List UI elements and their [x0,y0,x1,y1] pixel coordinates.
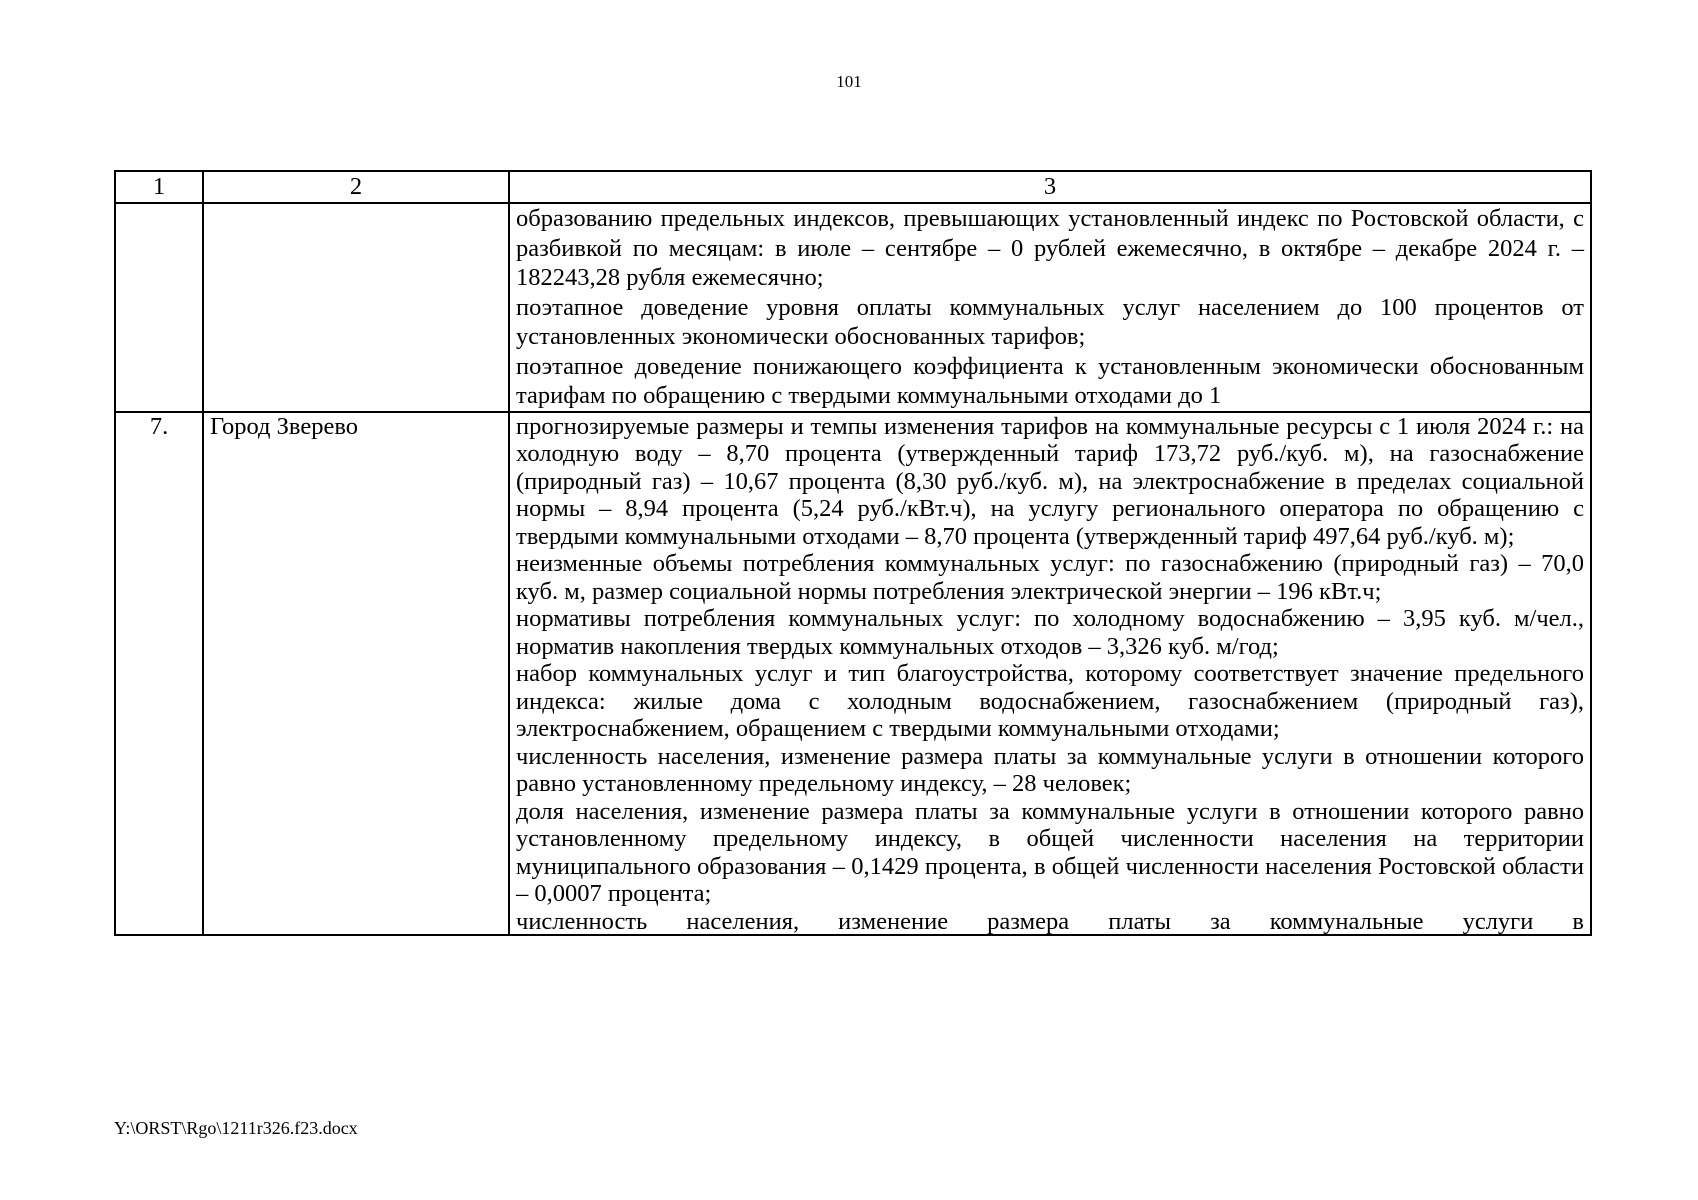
paragraph: набор коммунальных услуг и тип благоустройства, которому соответствует значение предельного индекса: жилые дома с холодным водоснабжением, газоснабжением (природный газ), электроснабжением, обращением с твердыми коммунальными отходами; [516,660,1584,742]
column-header-3: 3 [509,171,1591,203]
paragraph: неизменные объемы потребления коммунальных услуг: по газоснабжению (природный газ) – 70,0 куб. м, размер социальной нормы потребления электрической энергии – 196 кВт.ч; [516,550,1584,605]
paragraph: доля населения, изменение размера платы за коммунальные услуги в отношении которого равно установленному предельному индексу, в общей численности населения на территории муниципального образования – 0,1429 процента, в общей численности населения Ростовской области – 0,0007 процента; [516,797,1584,907]
row-text-cell [509,203,1591,412]
row-number-cell: 7. [115,412,203,935]
row-name-cell: Город Зверево [203,412,509,935]
paragraph: прогнозируемые размеры и темпы изменения тарифов на коммунальные ресурсы с 1 июля 2024 г.: на холодную воду – 8,70 процента (утвержденный тариф 173,72 руб./куб. м), на газоснабжение (природный газ) – 10,67 процента (8,30 руб./куб. м), на электроснабжение в пределах социальной нормы – 8,94 процента (5,24 руб./кВт.ч), на услугу регионального оператора по обращению с твердыми коммунальными отходами – 8,70 процента (утвержденный тариф 497,64 руб./куб. м); [516,412,1584,550]
table-row-7 [115,412,1591,935]
content-table [114,170,1592,936]
row-text-cell [509,412,1591,935]
row-number-cell [115,203,203,412]
table-row-continuation [115,203,1591,412]
paragraph: образованию предельных индексов, превышающих установленный индекс по Ростовской области, с разбивкой по месяцам: в июле – сентябре – 0 рублей ежемесячно, в октябре – декабре 2024 г. – 182243,28 рубля ежемесячно; [516,205,1584,291]
paragraph: нормативы потребления коммунальных услуг: по холодному водоснабжению – 3,95 куб. м/чел., норматив накопления твердых коммунальных отходов – 3,326 куб. м/год; [516,605,1584,660]
paragraph: поэтапное доведение понижающего коэффициента к установленным экономически обоснованным тарифам по обращению с твердыми коммунальными отходами до 1 [516,352,1584,409]
column-header-1: 1 [115,171,203,203]
file-path-footer: Y:\ORST\Rgo\1211r326.f23.docx [114,1118,358,1138]
paragraph: численность населения, изменение размера платы за коммунальные услуги в отношении которого равно установленному предельному индексу, – 28 человек; [516,742,1584,797]
paragraph-truncated: численность населения, изменение размера платы за коммунальные услуги в [516,907,1584,934]
page-number: 101 [836,72,862,91]
paragraph: поэтапное доведение уровня оплаты коммунальных услуг населением до 100 процентов от установленных экономически обоснованных тарифов; [516,293,1584,350]
row-name-cell [203,203,509,412]
column-header-2: 2 [203,171,509,203]
table-header-row [115,171,1591,203]
